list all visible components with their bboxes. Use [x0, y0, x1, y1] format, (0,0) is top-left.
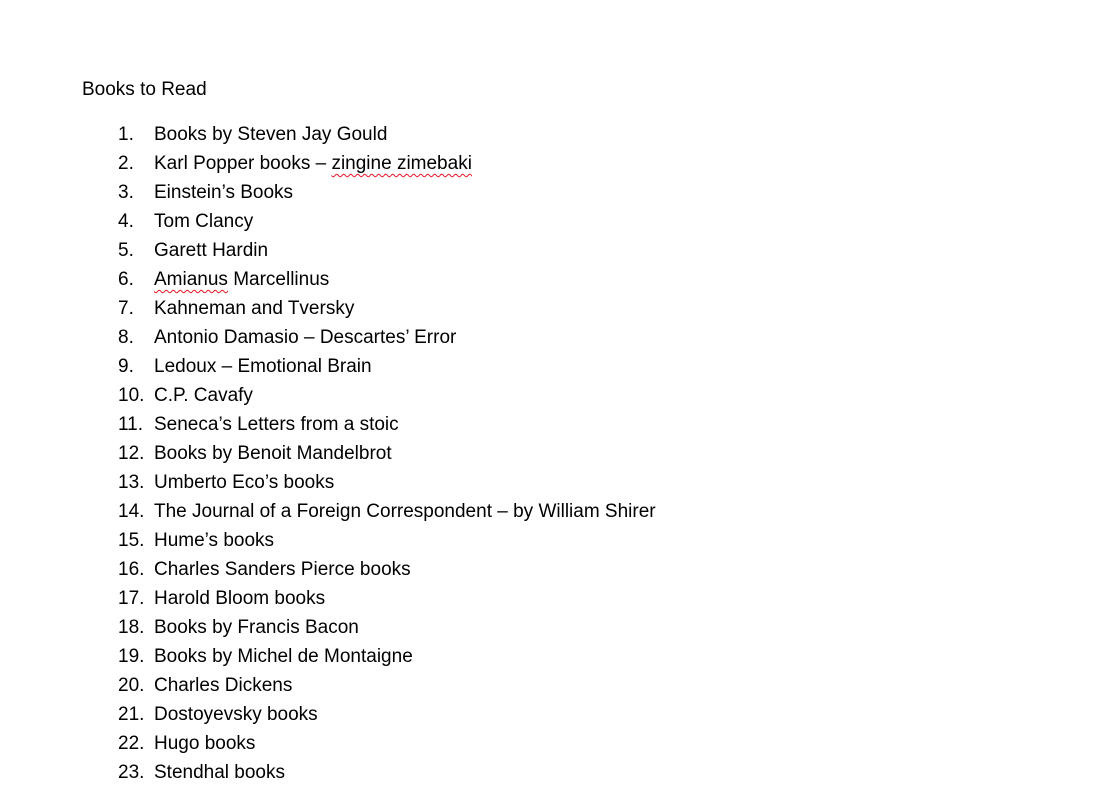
list-item-number: 21.: [118, 704, 145, 725]
list-item-label: Seneca’s Letters from a stoic: [154, 414, 399, 435]
list-item-number: 15.: [118, 530, 145, 551]
list-item-text: [154, 557, 411, 583]
list-item-label: Karl Popper books –: [154, 153, 332, 174]
list-item-text: [154, 180, 293, 206]
list-item-number: 3.: [118, 182, 134, 203]
list-item-number: 19.: [118, 646, 145, 667]
list-item-label: Garett Hardin: [154, 240, 269, 261]
list-item-number: 22.: [118, 733, 145, 754]
list-item-label: Charles Sanders Pierce books: [154, 559, 411, 580]
list-item-label: Hugo books: [154, 733, 256, 754]
list-item-label: Charles Dickens: [154, 675, 293, 696]
list-item-label: Tom Clancy: [154, 211, 254, 232]
list-item-number: 8.: [118, 327, 134, 348]
list-item-text: [154, 731, 255, 757]
spelling-flagged-word[interactable]: zingine zimebaki: [331, 153, 472, 174]
list-item-label: Stendhal books: [154, 762, 285, 783]
list-item-text: [154, 412, 399, 438]
list-item-text: [154, 644, 413, 670]
list-item-text: [154, 615, 359, 641]
list-item-number: 1.: [118, 124, 134, 145]
list-item-number: 17.: [118, 588, 145, 609]
list-item-label: Harold Bloom books: [154, 588, 326, 609]
list-item-text: [154, 238, 268, 264]
list-item-text: [154, 383, 253, 409]
list-item-label: The Journal of a Foreign Correspondent – by William Shirer: [154, 501, 656, 522]
list-item-text: [154, 325, 456, 351]
list-item-label: Marcellinus: [227, 269, 330, 290]
list-item-text: [154, 499, 656, 525]
list-item-number: 13.: [118, 472, 145, 493]
list-item-text: [154, 209, 253, 235]
list-item-text: [154, 760, 285, 786]
list-item-label: Umberto Eco’s books: [154, 472, 335, 493]
list-item-text: [154, 528, 274, 554]
list-item-number: 5.: [118, 240, 134, 261]
list-item-text: [154, 441, 392, 467]
list-item-text: [154, 267, 329, 293]
document-title: Books to Read: [82, 79, 207, 100]
list-item-number: 20.: [118, 675, 145, 696]
list-item-text: [154, 586, 325, 612]
list-item-label: Books by Michel de Montaigne: [154, 646, 413, 667]
list-item-label: Dostoyevsky books: [154, 704, 318, 725]
list-item-label: Antonio Damasio – Descartes’ Error: [154, 327, 457, 348]
list-item-number: 11.: [118, 414, 144, 435]
list-item-number: 2.: [118, 153, 134, 174]
list-item-number: 12.: [118, 443, 145, 464]
list-item-number: 18.: [118, 617, 145, 638]
list-item-text: [154, 673, 292, 699]
list-item-label: Books by Francis Bacon: [154, 617, 359, 638]
list-item-text: [154, 702, 318, 728]
list-item-text: [154, 296, 354, 322]
list-item-number: 14.: [118, 501, 145, 522]
list-item-label: Hume’s books: [154, 530, 275, 551]
list-item-number: 9.: [118, 356, 134, 377]
list-item-text: [154, 151, 472, 177]
list-item-number: 6.: [118, 269, 134, 290]
list-item-label: Einstein’s Books: [154, 182, 294, 203]
list-item-number: 4.: [118, 211, 134, 232]
list-item-text: [154, 354, 372, 380]
list-item-label: Ledoux – Emotional Brain: [154, 356, 372, 377]
list-item-number: 7.: [118, 298, 134, 319]
list-item-label: Books by Steven Jay Gould: [154, 124, 388, 145]
list-item-number: 10.: [118, 385, 145, 406]
list-item-number: 23.: [118, 762, 145, 783]
list-item-text: [154, 470, 334, 496]
spelling-flagged-word[interactable]: Amianus: [154, 269, 228, 290]
list-item-label: Books by Benoit Mandelbrot: [154, 443, 392, 464]
list-item-label: C.P. Cavafy: [154, 385, 253, 406]
list-item-label: Kahneman and Tversky: [154, 298, 355, 319]
list-item-number: 16.: [118, 559, 145, 580]
list-item-text: [154, 122, 387, 148]
